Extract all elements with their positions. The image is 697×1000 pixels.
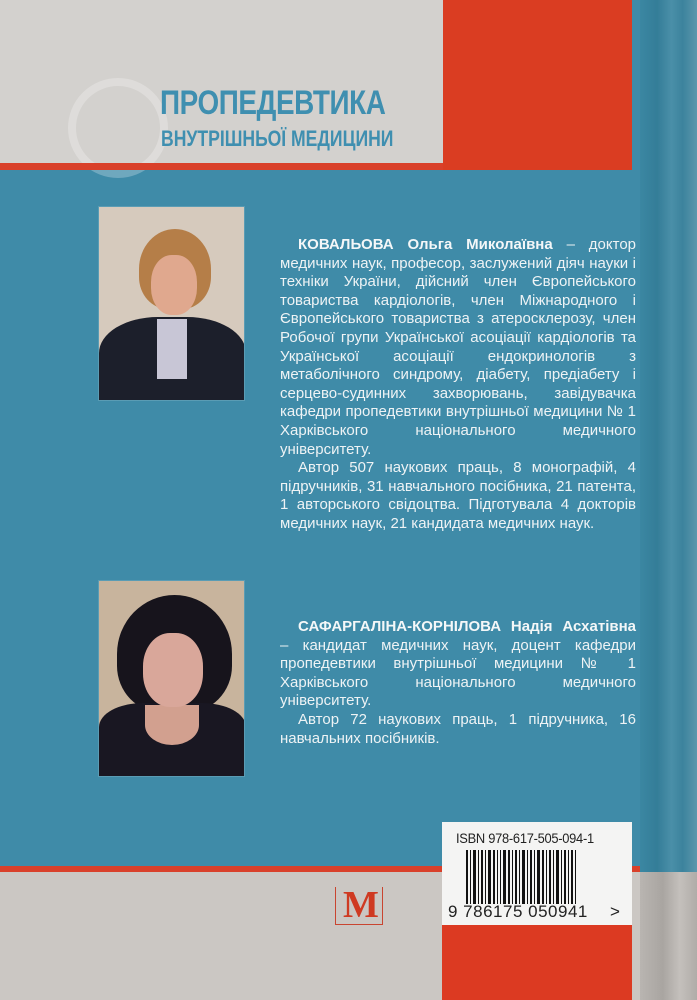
- author-2-intro: – кандидат медичних наук, доцент кафедри пропедевтики внутрішньої медицини № 1 Харківського національного медичного університету.: [280, 636, 636, 710]
- photo-1-collar: [157, 319, 187, 379]
- author-1-name: КОВАЛЬОВА Ольга Миколаївна: [298, 236, 553, 253]
- book-spine-bottom: [640, 872, 697, 1000]
- isbn-label: ISBN 978-617-505-094-1: [456, 830, 594, 846]
- book-spine: [640, 0, 697, 1000]
- publisher-logo-icon: [335, 885, 385, 931]
- photo-2-neck: [145, 705, 199, 745]
- author-1-paragraph: [280, 236, 636, 459]
- barcode-arrow: >: [610, 902, 620, 921]
- bottom-red-block: [442, 925, 632, 1000]
- book-title-line-1: ПРОПЕДЕВТИКА: [160, 84, 386, 122]
- barcode-bars-icon: [466, 850, 606, 904]
- author-bio-1: [280, 236, 636, 534]
- author-2-paragraph: [280, 618, 636, 711]
- author-1-intro: – доктор медичних наук, професор, заслужений діяч науки і техніки України, дійсний член Європейського товариства кардіологів, член Міжнародного і Європейського товариства з атеросклерозу, член Робочої групи Української асоціації кардіологів та Української асоціації ендокринологів з метаболічного синдрому, діабету, предіабету і серцево-судинних захворювань, завідувачка кафедри пропедевтики внутрішньої медицини № 1 Харківського національного медичного університету.: [280, 236, 636, 458]
- author-bio-2: [280, 618, 636, 748]
- author-2-works: Автор 72 наукових праць, 1 підручника, 16 навчальних посібників.: [280, 710, 636, 747]
- publisher-logo-letter: M: [343, 884, 379, 926]
- barcode-digits: 9 786175 050941: [448, 902, 588, 921]
- author-photo-2: [98, 580, 245, 777]
- author-1-works: Автор 507 наукових праць, 8 монографій, 4 підручників, 31 навчального посібника, 21 патента, 1 авторського свідоцтва. Підготувала 4 докторів медичних наук, 21 кандидата медичних наук.: [280, 459, 636, 532]
- photo-1-face: [151, 255, 197, 315]
- isbn-barcode: [442, 822, 632, 925]
- top-red-block: [443, 0, 632, 170]
- photo-2-face: [143, 633, 203, 707]
- author-photo-1: [98, 206, 245, 401]
- author-2-name: САФАРГАЛІНА-КОРНІЛОВА Надія Асхатівна: [298, 618, 636, 635]
- title-panel-red-stripe: [0, 163, 443, 170]
- book-title-line-2: ВНУТРІШНЬОЇ МЕДИЦИНИ: [161, 126, 394, 151]
